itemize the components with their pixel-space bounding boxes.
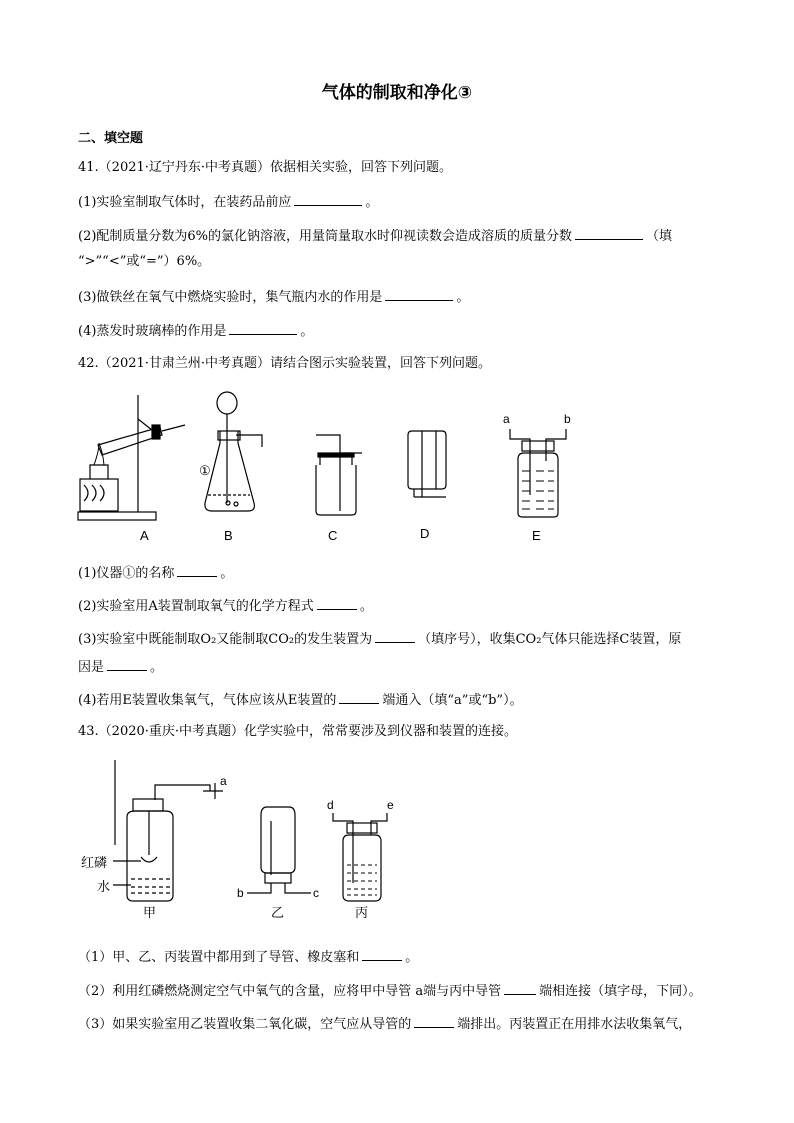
q42-part2 [78, 595, 373, 617]
label-hongling: 红磷 [81, 856, 108, 871]
q42-part3-end: 。 [150, 660, 164, 675]
q43-part2-text: （2）利用红磷燃烧测定空气中氧气的含量，应将甲中导管 a端与丙中导管 [78, 984, 502, 999]
apparatus-bing [333, 813, 387, 901]
label-shui: 水 [97, 880, 111, 895]
answer-blank[interactable] [294, 191, 362, 206]
q42-part2-end: 。 [359, 599, 373, 614]
q42-part1-text: (1)仪器①的名称 [78, 566, 175, 581]
q43-part1-text: （1）甲、乙、丙装置中都用到了导管、橡皮塞和 [78, 950, 360, 965]
label-b: B [224, 528, 233, 543]
label-yi: 乙 [271, 906, 285, 921]
apparatus-d [408, 431, 446, 497]
apparatus-a [78, 395, 185, 520]
q41-part3-text: (3)做铁丝在氧气中燃烧实验时，集气瓶内水的作用是 [78, 290, 383, 305]
q42-part1 [78, 562, 233, 584]
page-title: 气体的制取和净化③ [321, 83, 473, 103]
apparatus-figure-q43 [75, 755, 435, 930]
apparatus-b [205, 392, 262, 511]
apparatus-jia [113, 760, 223, 901]
q43-part2-end: 端相连接（填字母，下同）。 [539, 984, 702, 999]
q42-part1-end: 。 [220, 566, 234, 581]
q41-part4-text: (4)蒸发时玻璃棒的作用是 [78, 324, 227, 339]
q41-part2-text: (2)配制质量分数为6%的氯化钠溶液，用量筒量取水时仰视读数会造成溶质的质量分数 [78, 229, 573, 244]
q41-part3 [78, 286, 469, 308]
label-q43-c: c [313, 886, 319, 900]
answer-blank[interactable] [362, 946, 402, 961]
q41-part2-cont: “>”“<”或“=”）6%。 [78, 254, 211, 269]
q43-part3 [78, 1013, 691, 1035]
marker-1: ① [199, 464, 211, 479]
q41-part4 [78, 320, 313, 342]
label-jia: 甲 [143, 906, 157, 921]
q41-part2-tail: （填 [646, 229, 673, 244]
apparatus-figure-q42 [70, 385, 610, 550]
q42-part3-tail: （填序号），收集CO₂气体只能选择C装置，原 [418, 632, 682, 647]
label-port-b: b [564, 412, 571, 426]
answer-blank[interactable] [504, 980, 536, 995]
q42-part4 [78, 689, 523, 711]
label-q43-a: a [220, 774, 227, 788]
apparatus-e [503, 412, 571, 517]
answer-blank[interactable] [575, 225, 643, 240]
q42-part4-text: (4)若用E装置收集氧气，气体应该从E装置的 [78, 693, 337, 708]
answer-blank[interactable] [229, 320, 297, 335]
q41-part1-text: (1)实验室制取气体时，在装药品前应 [78, 195, 292, 210]
answer-blank[interactable] [375, 628, 415, 643]
answer-blank[interactable] [317, 595, 357, 610]
q41-part1 [78, 191, 378, 213]
q42-part3-text: (3)实验室中既能制取O₂又能制取CO₂的发生装置为 [78, 632, 373, 647]
answer-blank[interactable] [177, 562, 217, 577]
q42-stem: 42.（2021·甘肃兰州·中考真题）请结合图示实验装置，回答下列问题。 [78, 356, 492, 371]
answer-blank[interactable] [339, 689, 379, 704]
apparatus-yi [247, 807, 311, 893]
q43-part3-end: 端排出。丙装置正在用排水法收集氧气， [457, 1017, 692, 1032]
answer-blank[interactable] [107, 656, 147, 671]
q43-part2 [78, 980, 702, 1002]
label-q43-b: b [237, 886, 244, 900]
apparatus-c [316, 435, 362, 515]
q41-part4-end: 。 [300, 324, 314, 339]
answer-blank[interactable] [414, 1013, 454, 1028]
label-d: D [420, 526, 430, 541]
label-q43-e: e [387, 798, 394, 812]
label-e: E [532, 528, 541, 543]
section-heading: 二、填空题 [78, 131, 144, 146]
q42-part3 [78, 628, 681, 650]
q41-part3-end: 。 [456, 290, 470, 305]
q43-part1 [78, 946, 418, 968]
label-q43-d: d [327, 798, 334, 812]
q43-part1-end: 。 [405, 950, 419, 965]
label-bing: 丙 [355, 906, 369, 921]
q41-part2 [78, 225, 672, 247]
q42-part3-cont-text: 因是 [78, 660, 105, 675]
q43-stem: 43.（2020·重庆·中考真题）化学实验中，常常要涉及到仪器和装置的连接。 [78, 724, 518, 739]
q43-part3-text: （3）如果实验室用乙装置收集二氧化碳，空气应从导管的 [78, 1017, 412, 1032]
q41-part1-end: 。 [365, 195, 379, 210]
label-port-a: a [503, 412, 510, 426]
q41-stem: 41.（2021·辽宁丹东·中考真题）依据相关实验，回答下列问题。 [78, 160, 453, 175]
q42-part2-text: (2)实验室用A装置制取氧气的化学方程式 [78, 599, 314, 614]
label-c: C [328, 528, 338, 543]
q42-part4-end: 端通入（填“a”或“b”）。 [382, 693, 523, 708]
answer-blank[interactable] [385, 286, 453, 301]
label-a: A [140, 528, 149, 543]
q42-part3-cont [78, 656, 163, 678]
